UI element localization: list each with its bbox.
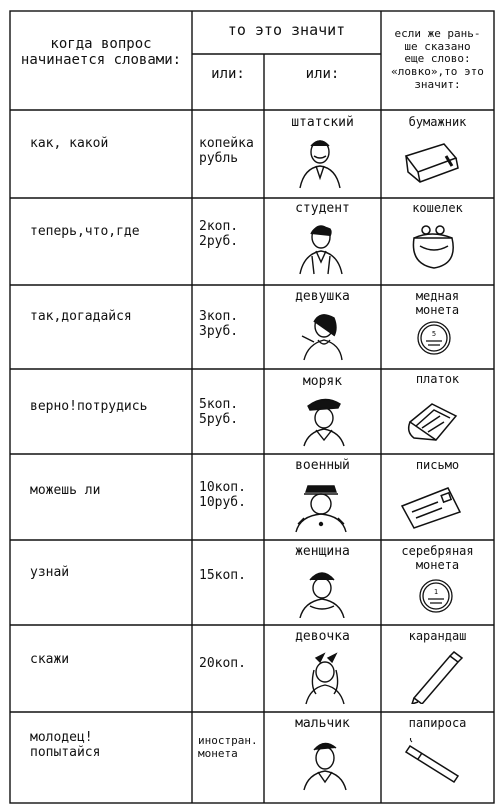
amount-text: 2коп. 2руб.	[199, 219, 239, 249]
person-text: девочка	[295, 629, 350, 644]
young-woman-icon	[294, 306, 350, 361]
student-icon	[292, 220, 350, 275]
cigarette-icon	[404, 738, 464, 784]
person-text: мальчик	[295, 716, 350, 731]
purse-icon	[404, 220, 462, 272]
person-label	[264, 202, 381, 217]
header-col1-text: когда вопрос начинается словами:	[20, 36, 182, 69]
person-text: моряк	[302, 374, 343, 389]
phrase-text: можешь ли	[30, 483, 101, 498]
phrase-cell	[30, 225, 190, 240]
person-label	[264, 545, 381, 560]
phrase-text: так,догадайся	[30, 309, 132, 324]
woman-icon	[292, 566, 352, 618]
object-label	[381, 290, 494, 318]
object-text: кошелек	[412, 201, 463, 215]
amount-text: иностран. монета	[198, 734, 258, 760]
amount-text: 5коп. 5руб.	[199, 397, 239, 427]
object-label	[381, 545, 494, 573]
wallet-icon	[400, 136, 462, 186]
svg-text:1: 1	[433, 588, 439, 596]
person-text: штатский	[291, 115, 354, 130]
amount-text: копейка рубль	[199, 136, 254, 166]
amount-text: 15коп.	[199, 568, 246, 583]
person-label	[264, 459, 381, 474]
person-text: женщина	[295, 544, 350, 559]
amount-cell	[199, 137, 263, 167]
person-label	[264, 375, 381, 390]
girl-icon	[296, 650, 352, 705]
phrase-text: верно!потрудись	[30, 399, 148, 414]
object-label	[381, 116, 494, 130]
amount-cell	[199, 657, 263, 672]
handkerchief-icon	[402, 398, 462, 446]
boy-icon	[296, 736, 354, 791]
person-text: военный	[295, 458, 350, 473]
amount-cell	[199, 398, 263, 428]
header-means	[192, 22, 381, 46]
amount-text: 10коп. 10руб.	[199, 480, 246, 510]
person-label	[264, 630, 381, 645]
amount-cell	[199, 310, 263, 340]
phrase-cell	[30, 566, 190, 581]
phrase-cell	[30, 310, 190, 325]
object-label	[381, 373, 494, 387]
object-text: карандаш	[408, 629, 467, 643]
phrase-cell	[30, 484, 190, 499]
person-text: девушка	[295, 289, 350, 304]
silver-coin-icon	[418, 578, 454, 614]
header-if-lovko	[383, 28, 492, 108]
header-or-1	[192, 66, 264, 86]
header-col2b-text: или:	[305, 66, 340, 82]
object-text: папироса	[408, 716, 467, 730]
sailor-icon	[294, 392, 352, 447]
copper-coin-icon	[416, 320, 452, 356]
person-label	[264, 717, 381, 732]
amount-text: 3коп. 3руб.	[199, 309, 239, 339]
object-text: серебряная монета	[401, 544, 474, 572]
civilian-man-icon	[290, 134, 350, 189]
object-label	[381, 202, 494, 216]
object-label	[381, 459, 494, 473]
object-text: медная монета	[415, 289, 460, 317]
amount-cell	[199, 481, 263, 511]
person-text: студент	[295, 201, 350, 216]
phrase-cell	[30, 731, 190, 761]
phrase-text: скажи	[30, 652, 70, 667]
phrase-cell	[30, 400, 190, 415]
amount-cell	[198, 735, 264, 760]
pencil-icon	[408, 648, 464, 704]
amount-text: 20коп.	[199, 656, 246, 671]
header-question-words	[12, 36, 190, 86]
phrase-cell	[30, 653, 190, 668]
header-or-2	[264, 66, 381, 86]
object-text: платок	[415, 372, 460, 386]
object-text: письмо	[415, 458, 460, 472]
phrase-text: молодец! попытайся	[30, 730, 101, 760]
letter-icon	[398, 484, 464, 530]
phrase-text: узнай	[30, 565, 70, 580]
phrase-text: теперь,что,где	[30, 224, 140, 239]
phrase-text: как, какой	[30, 136, 109, 151]
soldier-icon	[290, 478, 352, 533]
object-text: бумажник	[408, 115, 467, 129]
phrase-cell	[30, 137, 190, 152]
object-label	[381, 630, 494, 644]
object-label	[381, 717, 494, 731]
amount-cell	[199, 220, 263, 250]
header-col3-text: если же рань- ше сказано еще слово: «ловко»,то это значит:	[391, 27, 484, 91]
svg-text:5: 5	[431, 330, 437, 338]
amount-cell	[199, 569, 263, 584]
header-col2a-text: или:	[211, 66, 245, 82]
person-label	[264, 116, 381, 131]
person-label	[264, 290, 381, 305]
header-col2-text: то это значит	[227, 21, 346, 39]
